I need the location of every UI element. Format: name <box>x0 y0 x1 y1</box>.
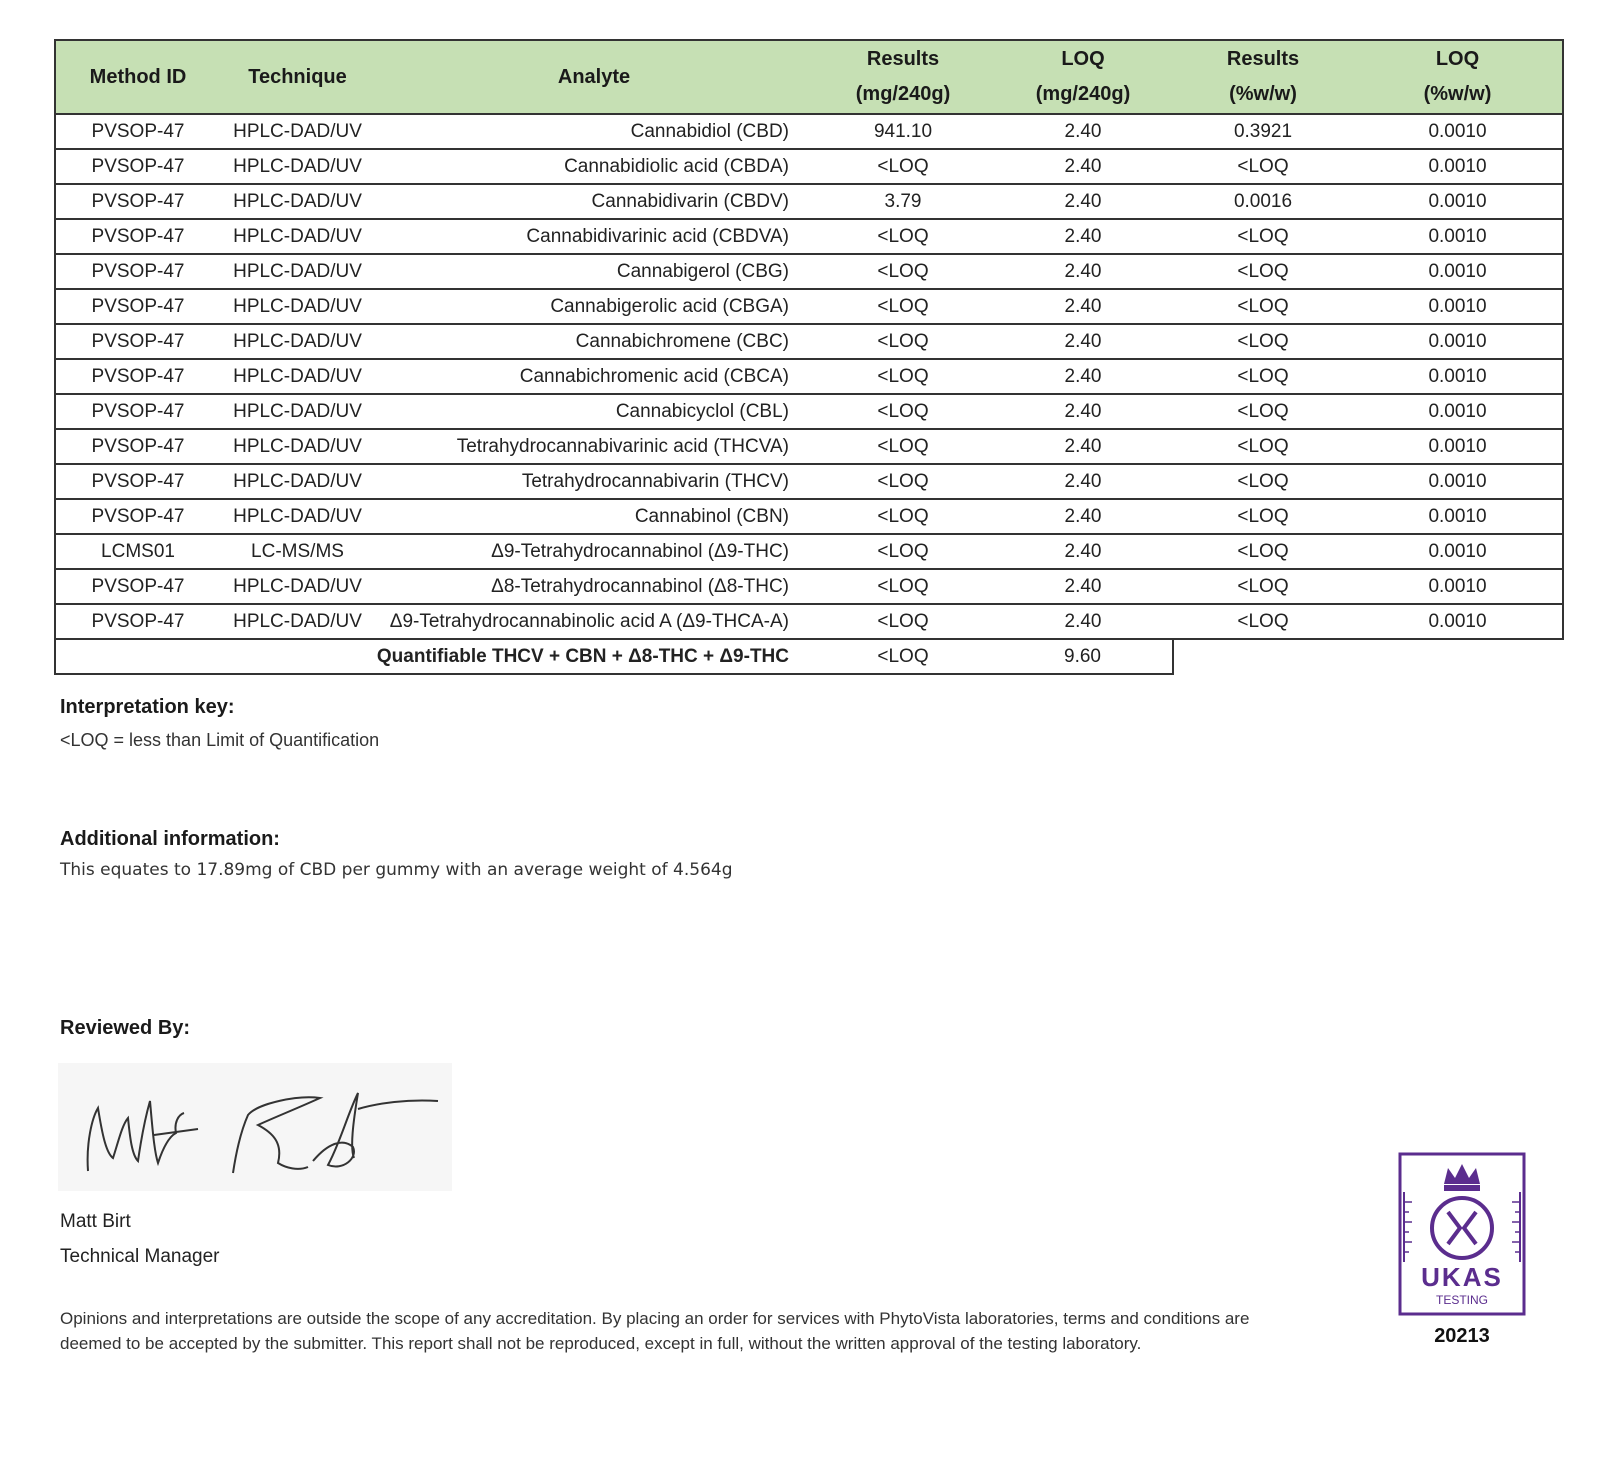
loq-mg-cell: 2.40 <box>993 429 1173 464</box>
loq-pct-cell: 0.0010 <box>1353 324 1563 359</box>
loq-pct-cell: 0.0010 <box>1353 534 1563 569</box>
analyte-cell: Cannabinol (CBN) <box>375 499 813 534</box>
ukas-text: UKAS <box>1421 1262 1503 1292</box>
technique-cell: HPLC-DAD/UV <box>220 429 375 464</box>
loq-pct-cell: 0.0010 <box>1353 289 1563 324</box>
analyte-cell: Tetrahydrocannabivarin (THCV) <box>375 464 813 499</box>
loq-pct-cell: 0.0010 <box>1353 254 1563 289</box>
loq-pct-cell: 0.0010 <box>1353 569 1563 604</box>
result-mg-cell: 3.79 <box>813 184 993 219</box>
result-mg-cell: <LOQ <box>813 394 993 429</box>
loq-pct-cell: 0.0010 <box>1353 149 1563 184</box>
table-body <box>55 114 1563 674</box>
result-mg-cell: <LOQ <box>813 289 993 324</box>
disclaimer-line: Opinions and interpretations are outside the scope of any accreditation. By placing an order for services with PhytoVista laboratories, terms and conditions are <box>60 1309 1250 1328</box>
result-mg-cell: <LOQ <box>813 219 993 254</box>
method-id-cell: PVSOP-47 <box>55 499 220 534</box>
total-result-mg: <LOQ <box>813 639 993 674</box>
result-pct-cell: <LOQ <box>1173 254 1353 289</box>
result-mg-cell: <LOQ <box>813 499 993 534</box>
loq-pct-cell: 0.0010 <box>1353 359 1563 394</box>
technique-cell: HPLC-DAD/UV <box>220 149 375 184</box>
analyte-cell: Tetrahydrocannabivarinic acid (THCVA) <box>375 429 813 464</box>
method-id-cell: PVSOP-47 <box>55 359 220 394</box>
analyte-cell: Cannabidivarinic acid (CBDVA) <box>375 219 813 254</box>
disclaimer-line: deemed to be accepted by the submitter. This report shall not be reproduced, except in full, without the written approval of the testing laboratory. <box>60 1334 1142 1353</box>
analyte-cell: Cannabidivarin (CBDV) <box>375 184 813 219</box>
technique-cell: LC-MS/MS <box>220 534 375 569</box>
technique-cell: HPLC-DAD/UV <box>220 394 375 429</box>
analyte-cell: Cannabigerol (CBG) <box>375 254 813 289</box>
analyte-cell: Δ9-Tetrahydrocannabinol (Δ9-THC) <box>375 534 813 569</box>
ukas-subtext: TESTING <box>1435 1293 1489 1307</box>
ukas-crown-icon <box>1398 1152 1526 1316</box>
method-id-cell: PVSOP-47 <box>55 324 220 359</box>
analyte-cell: Cannabichromenic acid (CBCA) <box>375 359 813 394</box>
result-pct-cell: <LOQ <box>1173 499 1353 534</box>
col-results-pct: Results (%w/w) <box>1173 40 1353 114</box>
col-analyte: Analyte <box>375 40 813 114</box>
total-blank <box>220 639 375 674</box>
result-pct-cell: <LOQ <box>1173 429 1353 464</box>
technique-cell: HPLC-DAD/UV <box>220 114 375 149</box>
loq-pct-cell: 0.0010 <box>1353 184 1563 219</box>
loq-mg-cell: 2.40 <box>993 359 1173 394</box>
result-pct-cell: 0.0016 <box>1173 184 1353 219</box>
table-row <box>55 114 1563 149</box>
method-id-cell: PVSOP-47 <box>55 149 220 184</box>
total-label: Quantifiable THCV + CBN + Δ8-THC + Δ9-THC <box>375 639 813 674</box>
table-row <box>55 359 1563 394</box>
method-id-cell: PVSOP-47 <box>55 464 220 499</box>
loq-pct-cell: 0.0010 <box>1353 429 1563 464</box>
reviewer-role: Technical Manager <box>60 1246 220 1267</box>
result-mg-cell: <LOQ <box>813 324 993 359</box>
results-table <box>54 39 1564 675</box>
result-mg-cell: <LOQ <box>813 569 993 604</box>
result-mg-cell: <LOQ <box>813 464 993 499</box>
loq-mg-cell: 2.40 <box>993 604 1173 639</box>
table-row <box>55 394 1563 429</box>
ukas-badge <box>1398 1152 1526 1316</box>
interpretation-title: Interpretation key: <box>60 696 235 718</box>
table-row <box>55 569 1563 604</box>
result-mg-cell: <LOQ <box>813 149 993 184</box>
technique-cell: HPLC-DAD/UV <box>220 254 375 289</box>
analyte-cell: Cannabigerolic acid (CBGA) <box>375 289 813 324</box>
technique-cell: HPLC-DAD/UV <box>220 289 375 324</box>
result-pct-cell: <LOQ <box>1173 149 1353 184</box>
loq-pct-cell: 0.0010 <box>1353 604 1563 639</box>
analyte-cell: Cannabicyclol (CBL) <box>375 394 813 429</box>
method-id-cell: LCMS01 <box>55 534 220 569</box>
table-row <box>55 604 1563 639</box>
method-id-cell: PVSOP-47 <box>55 429 220 464</box>
method-id-cell: PVSOP-47 <box>55 219 220 254</box>
loq-pct-cell: 0.0010 <box>1353 499 1563 534</box>
analyte-cell: Cannabidiol (CBD) <box>375 114 813 149</box>
interpretation-text: <LOQ = less than Limit of Quantification <box>60 730 380 750</box>
loq-pct-cell: 0.0010 <box>1353 219 1563 254</box>
table-row <box>55 499 1563 534</box>
technique-cell: HPLC-DAD/UV <box>220 359 375 394</box>
result-pct-cell: <LOQ <box>1173 394 1353 429</box>
col-method-id: Method ID <box>55 40 220 114</box>
loq-mg-cell: 2.40 <box>993 254 1173 289</box>
table-row <box>55 254 1563 289</box>
result-mg-cell: <LOQ <box>813 359 993 394</box>
col-loq-pct: LOQ (%w/w) <box>1353 40 1563 114</box>
result-pct-cell: 0.3921 <box>1173 114 1353 149</box>
result-pct-cell: <LOQ <box>1173 219 1353 254</box>
table-row <box>55 534 1563 569</box>
result-pct-cell: <LOQ <box>1173 569 1353 604</box>
method-id-cell: PVSOP-47 <box>55 289 220 324</box>
additional-info-title: Additional information: <box>60 828 280 850</box>
loq-mg-cell: 2.40 <box>993 114 1173 149</box>
loq-mg-cell: 2.40 <box>993 184 1173 219</box>
table-header <box>55 40 1563 114</box>
result-pct-cell: <LOQ <box>1173 464 1353 499</box>
table-row <box>55 184 1563 219</box>
analyte-cell: Δ9-Tetrahydrocannabinolic acid A (Δ9-THCA-A) <box>375 604 813 639</box>
total-loq-mg: 9.60 <box>993 639 1173 674</box>
reviewer-name: Matt Birt <box>60 1211 131 1232</box>
loq-mg-cell: 2.40 <box>993 289 1173 324</box>
technique-cell: HPLC-DAD/UV <box>220 324 375 359</box>
loq-mg-cell: 2.40 <box>993 324 1173 359</box>
technique-cell: HPLC-DAD/UV <box>220 184 375 219</box>
total-blank <box>55 639 220 674</box>
table-row <box>55 149 1563 184</box>
loq-pct-cell: 0.0010 <box>1353 464 1563 499</box>
col-loq-mg: LOQ (mg/240g) <box>993 40 1173 114</box>
result-mg-cell: <LOQ <box>813 534 993 569</box>
analyte-cell: Δ8-Tetrahydrocannabinol (Δ8-THC) <box>375 569 813 604</box>
reviewed-by-title: Reviewed By: <box>60 1017 191 1039</box>
col-results-mg: Results (mg/240g) <box>813 40 993 114</box>
table-row <box>55 289 1563 324</box>
technique-cell: HPLC-DAD/UV <box>220 569 375 604</box>
analyte-cell: Cannabidiolic acid (CBDA) <box>375 149 813 184</box>
disclaimer <box>60 1306 1360 1356</box>
method-id-cell: PVSOP-47 <box>55 114 220 149</box>
ukas-number: 20213 <box>1434 1325 1490 1347</box>
loq-mg-cell: 2.40 <box>993 569 1173 604</box>
result-mg-cell: 941.10 <box>813 114 993 149</box>
method-id-cell: PVSOP-47 <box>55 569 220 604</box>
table-row <box>55 429 1563 464</box>
result-pct-cell: <LOQ <box>1173 324 1353 359</box>
table-row <box>55 219 1563 254</box>
method-id-cell: PVSOP-47 <box>55 184 220 219</box>
loq-mg-cell: 2.40 <box>993 464 1173 499</box>
technique-cell: HPLC-DAD/UV <box>220 219 375 254</box>
loq-mg-cell: 2.40 <box>993 394 1173 429</box>
analyte-cell: Cannabichromene (CBC) <box>375 324 813 359</box>
col-technique: Technique <box>220 40 375 114</box>
result-mg-cell: <LOQ <box>813 604 993 639</box>
result-pct-cell: <LOQ <box>1173 289 1353 324</box>
result-mg-cell: <LOQ <box>813 254 993 289</box>
loq-mg-cell: 2.40 <box>993 149 1173 184</box>
loq-mg-cell: 2.40 <box>993 534 1173 569</box>
total-row <box>55 639 1563 674</box>
loq-pct-cell: 0.0010 <box>1353 394 1563 429</box>
loq-mg-cell: 2.40 <box>993 499 1173 534</box>
loq-pct-cell: 0.0010 <box>1353 114 1563 149</box>
additional-info-text: This equates to 17.89mg of CBD per gummy with an average weight of 4.564g <box>60 860 733 880</box>
signature-image <box>58 1063 452 1191</box>
total-empty <box>1173 639 1353 674</box>
loq-mg-cell: 2.40 <box>993 219 1173 254</box>
table-row <box>55 324 1563 359</box>
table-row <box>55 464 1563 499</box>
result-mg-cell: <LOQ <box>813 429 993 464</box>
result-pct-cell: <LOQ <box>1173 534 1353 569</box>
result-pct-cell: <LOQ <box>1173 359 1353 394</box>
result-pct-cell: <LOQ <box>1173 604 1353 639</box>
method-id-cell: PVSOP-47 <box>55 254 220 289</box>
technique-cell: HPLC-DAD/UV <box>220 499 375 534</box>
technique-cell: HPLC-DAD/UV <box>220 604 375 639</box>
technique-cell: HPLC-DAD/UV <box>220 464 375 499</box>
total-empty <box>1353 639 1563 674</box>
method-id-cell: PVSOP-47 <box>55 394 220 429</box>
signature-icon <box>58 1063 452 1191</box>
method-id-cell: PVSOP-47 <box>55 604 220 639</box>
